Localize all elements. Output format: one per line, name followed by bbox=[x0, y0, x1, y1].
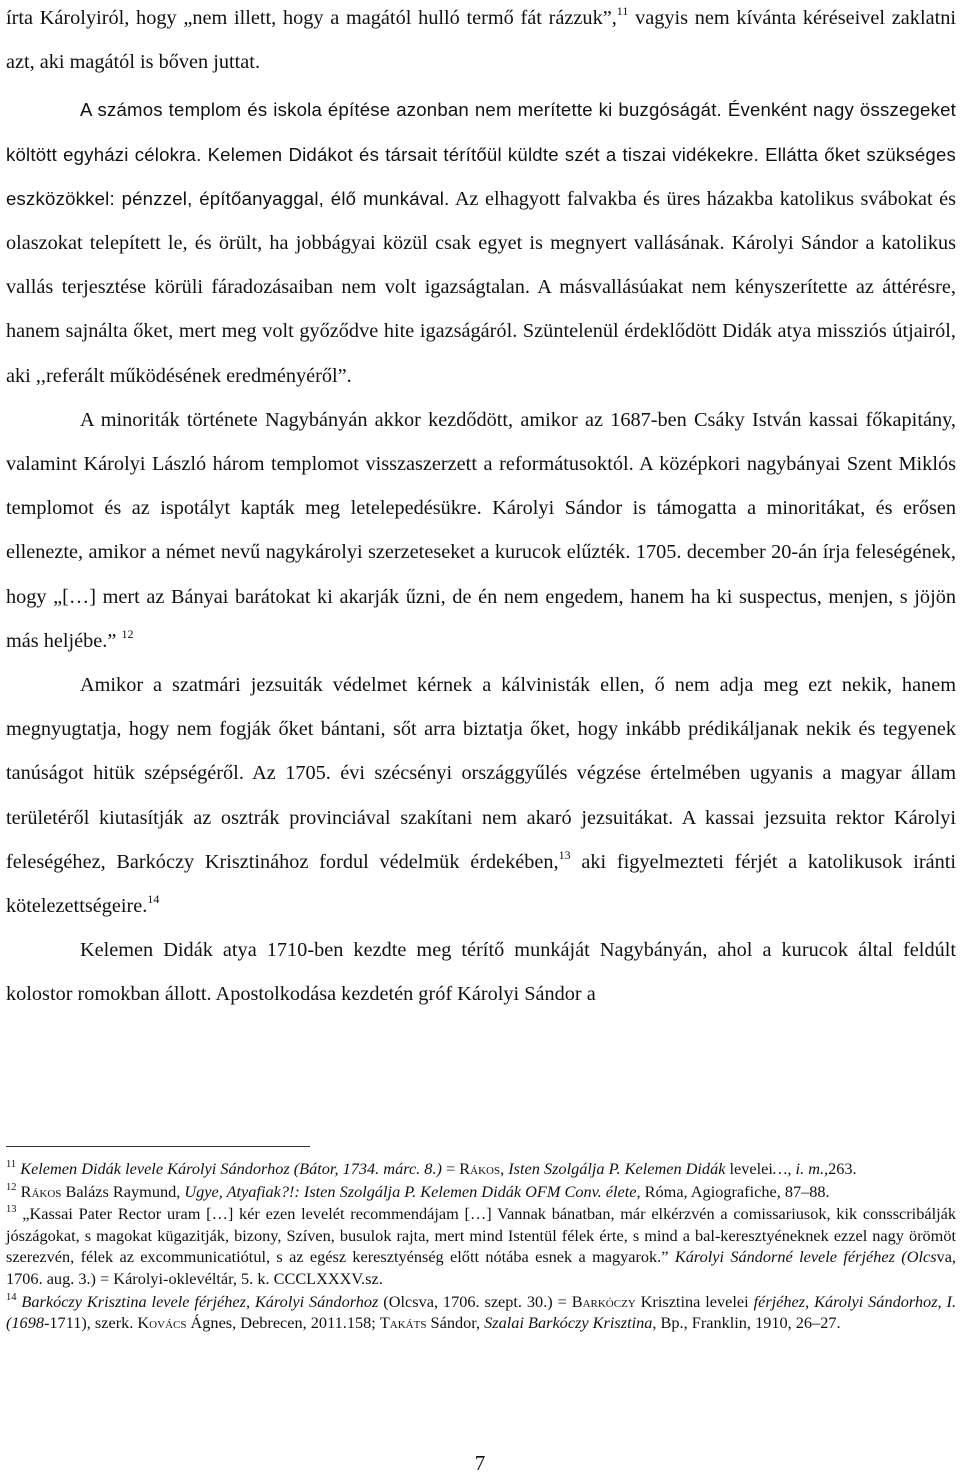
footnote-13 bbox=[6, 1203, 956, 1289]
footnote-12-pub: , Róma, Agiografiche, 87–88. bbox=[636, 1181, 830, 1201]
footnote-11-eq: = bbox=[441, 1159, 460, 1178]
paragraph-1-text-b: vagyis nem kívánta kéréseivel zaklatni azt, aki magától is bőven juttat. bbox=[6, 7, 956, 74]
paragraph-4-text-a: Amikor a szatmári jezsuiták védelmet kérnek a kálvinisták ellen, ő nem adja meg ezt nekik, hanem megnyugtatja, hogy nem fogják őket bántani, sőt arra biztatja őket, hogy inkább prédikáljanak nekik és tegyenek tanúságot hitük szépségéről. Az 1705. évi szécsényi országgyűlés végzése értelmében ugyanis a magyar állam területéről kiutasítják az osztrák provinciával szakítani nem akaró jezsuitákat. A kassai jezsuita rektor Károlyi feleségéhez, Barkóczy Krisztinához fordul védelmük érdekében, bbox=[6, 674, 956, 873]
footnote-number: 12 bbox=[6, 1181, 17, 1193]
footnote-14-date: (Olcsva, 1706. szept. 30.) = bbox=[378, 1291, 572, 1311]
footnote-14-years: -1711), szerk. bbox=[43, 1313, 138, 1333]
footnote-11-book-b: levelei bbox=[725, 1159, 773, 1178]
footnote-number: 11 bbox=[6, 1159, 17, 1170]
footnote-14-editor-b: Ágnes, Debrecen, 2011.158; bbox=[186, 1313, 380, 1333]
paragraph-2-text-a: A számos templom és iskola építése azonban nem merítette ki buzgóságát. Évenként nagy összegeket költött egyházi célokra. Kelemen Didákot és társait térítőül küldte szét a tiszai vidékekre. Ellátta őket szükséges eszközökkel: pénzzel, építőanyaggal, élő munkával. bbox=[6, 99, 956, 209]
footnote-14-title2: Szalai Barkóczy Krisztina bbox=[484, 1313, 653, 1333]
footnote-11 bbox=[6, 1158, 956, 1180]
paragraph-1 bbox=[6, 0, 956, 84]
footnote-ref-11[interactable]: 11 bbox=[616, 4, 629, 18]
footnote-14-author: Barkóczy bbox=[571, 1291, 636, 1311]
footnote-14-author2-b: Sándor, bbox=[426, 1313, 485, 1333]
footnote-separator bbox=[6, 1146, 310, 1147]
page-number: 7 bbox=[474, 1451, 486, 1475]
paragraph-3-text: A minoriták története Nagybányán akkor kezdődött, amikor az 1687-ben Csáky István kassai főkapitány, valamint Károlyi László három templomot visszaszerzett a reformátusoktól. A középkori nagybányai Szent Miklós templomot és az ispotályt kapták meg letelepedésükre. Károlyi Sándor is támogatta a minoritákat, és erősen ellenezte, amikor a német nevű nagykárolyi szerzeteseket a kurucok elűzték. 1705. december 20-án írja feleségének, hogy „[…] mert az Bányai barátokat ki akarják űzni, de én nem engedem, hanem ha ki suspectus, menjen, s jöjön más heljébe.” bbox=[6, 408, 956, 652]
footnote-12-author-b: Balázs Raymund, bbox=[61, 1181, 185, 1201]
footnote-12 bbox=[6, 1181, 956, 1203]
footnote-14-book-b: férjéhez, Károlyi Sándorhoz, I. (1698 bbox=[6, 1291, 957, 1333]
footnote-13-source: Károlyi Sándorné levele férjéhez (Olcs bbox=[668, 1247, 937, 1267]
footnote-11-title: Kelemen Didák levele Károlyi Sándorhoz (Bátor, 1734. márc. 8.) bbox=[20, 1159, 442, 1178]
footnote-11-page: 263. bbox=[828, 1159, 857, 1178]
footnote-11-ellipsis: … bbox=[772, 1159, 788, 1178]
footnote-14-author2: Takáts bbox=[379, 1313, 427, 1333]
footnote-number: 14 bbox=[6, 1291, 17, 1303]
paragraph-2-text-b: Az elhagyott falvakba és üres házakba katolikus svábokat és olaszokat telepített le, és örült, ha jobbágyai közül csak egyet is megnyert vallásának. Károlyi Sándor a katolikus vallás terjesztése körüli fáradozásaiban nem volt igazságtalan. A másvallásúakat nem kényszerítette az áttérésre, hanem sajnálta őket, mert meg volt győződve hite igazságáról. Szüntelenül érdeklődött Didák atya missziós útjairól, aki ,,referált működésének eredményéről”. bbox=[6, 187, 956, 387]
footnote-14-title: Barkóczy Krisztina levele férjéhez, Károlyi Sándorhoz bbox=[21, 1291, 379, 1311]
footnote-13-ref: va, 1706. aug. 3.) = Károlyi-oklevéltár, 5. k. CCCLXXXV.sz. bbox=[6, 1247, 956, 1288]
footnote-number: 13 bbox=[6, 1204, 17, 1216]
footnote-14-book-a: Krisztina levelei bbox=[635, 1291, 754, 1311]
footnote-11-im: , i. m., bbox=[787, 1159, 829, 1178]
footnote-12-title: Ugye, Atyafiak?!: Isten Szolgálja P. Kelemen Didák OFM Conv. élete bbox=[184, 1181, 637, 1201]
footnote-ref-13[interactable]: 13 bbox=[558, 847, 571, 862]
footnote-14 bbox=[6, 1291, 956, 1334]
paragraph-4 bbox=[6, 663, 956, 928]
footnotes bbox=[6, 1158, 956, 1335]
paragraph-5: Kelemen Didák atya 1710-ben kezdte meg térítő munkáját Nagybányán, ahol a kurucok által feldúlt kolostor romokban állott. Apostolkodása kezdetén gróf Károlyi Sándor a bbox=[6, 939, 956, 1006]
footnote-ref-14[interactable]: 14 bbox=[147, 892, 160, 907]
paragraph-4-text-b: aki figyelmezteti férjét a katolikusok iránti kötelezettségeire. bbox=[6, 850, 956, 918]
paragraph-2 bbox=[6, 88, 956, 397]
footnote-12-author: Rákos bbox=[20, 1181, 62, 1201]
footnote-11-book: Isten Szolgálja P. Kelemen Didák bbox=[508, 1159, 726, 1178]
footnote-11-author: Rákos bbox=[459, 1159, 501, 1178]
footnote-14-pub: , Bp., Franklin, 1910, 26–27. bbox=[652, 1313, 841, 1333]
footnote-13-quote: „Kassai Pater Rector uram […] kér ezen levelét recommendájam […] Vannak bánatban, már elkérzvén a comissariusok, kik consscribálják jószágokat, s magokat kügazitják, bizony, Szíven, busulok rajta, mert mind Istentül félek érte, s mind a bal-keresztyéneknek ezzel nagy örömöt szerezvén, félek az excommunicatiótul, s az egész keresztyénség előtt nótába esnek a magyarok.” bbox=[6, 1204, 956, 1267]
footnote-11-sep: , bbox=[500, 1159, 509, 1178]
body-text bbox=[6, 0, 956, 1017]
footnote-14-editor: Kovács bbox=[137, 1313, 187, 1333]
paragraph-1-text-a: írta Károlyiról, hogy „nem illett, hogy a magától hulló termő fát rázzuk”, bbox=[6, 7, 617, 29]
footnote-ref-12[interactable]: 12 bbox=[121, 626, 134, 641]
paragraph-3 bbox=[6, 398, 956, 663]
